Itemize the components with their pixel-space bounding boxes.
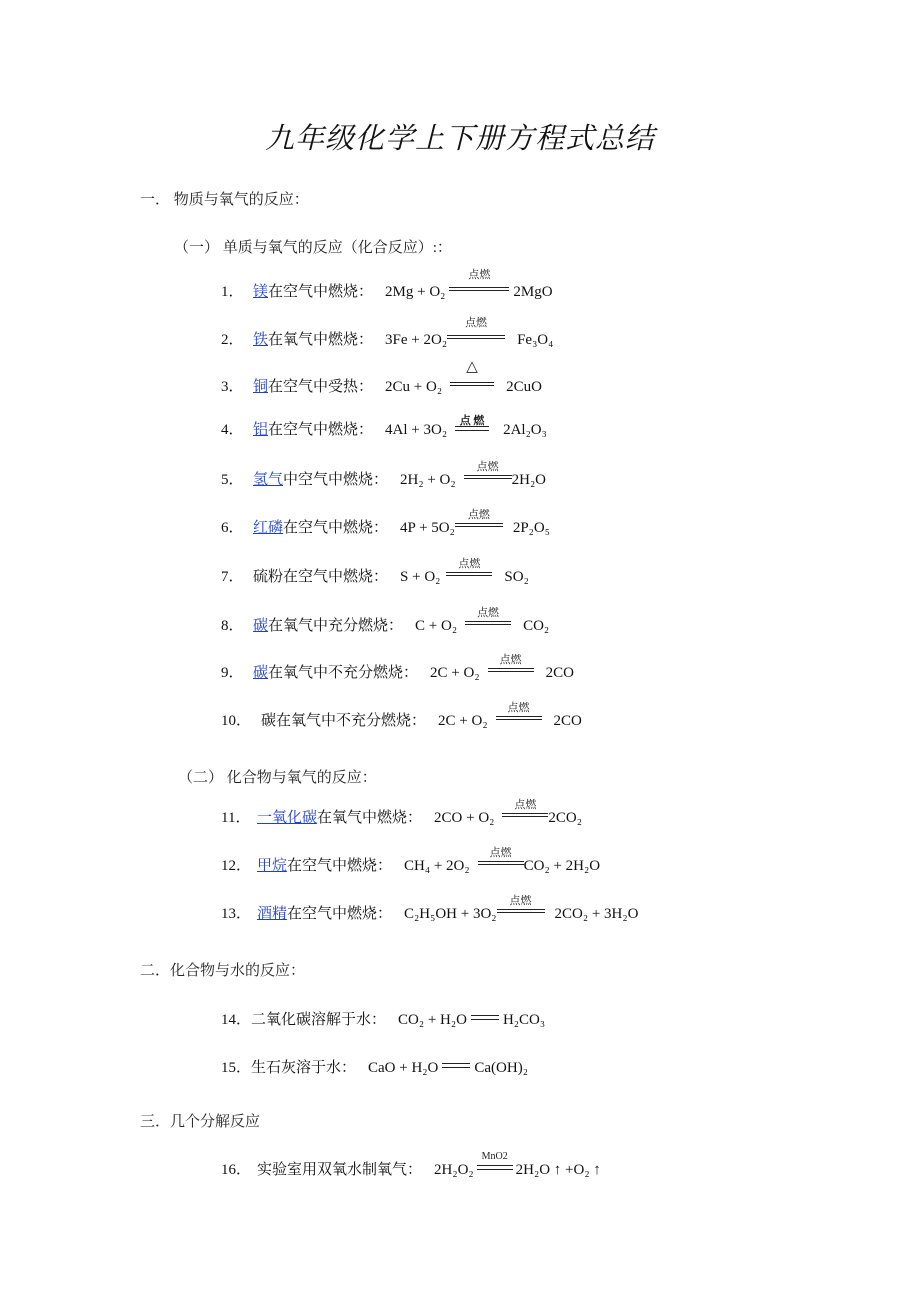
equation-products: 2CO	[553, 713, 582, 729]
substance-link[interactable]: 铝	[253, 422, 269, 438]
equation-products: 2Al₂O₃	[503, 422, 547, 438]
condition-label: 点燃	[509, 895, 532, 907]
equation-row-16	[221, 1151, 601, 1179]
equation-number: 13．	[221, 906, 252, 922]
reaction-condition-sign	[446, 558, 492, 581]
equation-number: 12．	[221, 858, 252, 874]
equation-products: H₂CO₃	[502, 1012, 546, 1028]
substance-link[interactable]: 碳	[253, 665, 269, 681]
equation-description: 生石灰溶于水：	[251, 1060, 357, 1076]
equation-reactants: 4P + 5O₂	[400, 520, 455, 536]
equation-description: 实验室用双氧水制氧气：	[257, 1162, 423, 1178]
reaction-condition-sign	[497, 895, 545, 918]
equation-number: 7．	[221, 569, 244, 585]
equation-products: Ca(OH)₂	[474, 1060, 528, 1076]
equation-row-10	[221, 702, 582, 730]
section-heading-2: 二．化合物与水的反应：	[140, 963, 306, 979]
reaction-condition-sign	[478, 847, 524, 870]
reaction-condition-sign	[455, 415, 489, 434]
equation-number: 1．	[221, 284, 244, 300]
equation-reactants: 2CO + O₂	[434, 810, 495, 826]
equation-number: 15．	[221, 1060, 252, 1076]
reaction-condition-sign	[477, 1151, 513, 1174]
equation-number: 6．	[221, 520, 244, 536]
condition-label: 点燃	[476, 461, 499, 473]
equation-description: 在空气中受热：	[268, 379, 374, 395]
subsection-heading-1: （一） 单质与氧气的反应（化合反应）:：	[174, 240, 452, 256]
substance-link[interactable]: 氢气	[253, 472, 284, 488]
equation-row-3	[221, 359, 542, 396]
equation-reactants: 2Cu + O₂	[385, 379, 443, 395]
reaction-condition-sign	[449, 269, 509, 296]
equation-number: 5．	[221, 472, 244, 488]
condition-label: 点燃	[467, 509, 490, 521]
equation-reactants: C₂H₅OH + 3O₂	[404, 906, 497, 922]
reaction-condition-sign	[502, 799, 548, 822]
equation-description: 碳在氧气中不充分燃烧：	[261, 713, 427, 729]
equation-row-13	[221, 895, 639, 923]
equation-description: 在空气中燃烧：	[268, 284, 374, 300]
equation-number: 11．	[221, 810, 251, 826]
equation-row-4	[221, 415, 547, 439]
equation-number: 9．	[221, 665, 244, 681]
equation-number: 8．	[221, 618, 244, 634]
substance-link[interactable]: 镁	[253, 284, 269, 300]
equation-description: 在氧气中燃烧：	[268, 332, 374, 348]
condition-label: 点燃	[458, 558, 481, 570]
document-title: 九年级化学上下册方程式总结	[264, 123, 655, 155]
equation-reactants: 2H₂O₂	[434, 1162, 474, 1178]
equation-reactants: CO₂ + H₂O	[398, 1012, 467, 1028]
equation-reactants: CH₄ + 2O₂	[404, 858, 470, 874]
reaction-condition-sign	[465, 607, 511, 630]
equation-number: 3．	[221, 379, 244, 395]
equation-row-1	[221, 269, 553, 301]
reaction-equals-sign	[442, 1063, 470, 1072]
reaction-condition-sign	[447, 317, 505, 344]
equation-products: SO₂	[504, 569, 529, 585]
equation-reactants: CaO + H₂O	[368, 1060, 439, 1076]
equation-row-15	[221, 1056, 528, 1077]
equation-description: 在空气中燃烧：	[287, 858, 393, 874]
equation-number: 4．	[221, 422, 244, 438]
equation-products: Fe₃O₄	[517, 332, 554, 348]
substance-link[interactable]: 碳	[253, 618, 269, 634]
reaction-condition-sign	[450, 359, 494, 391]
equation-number: 10．	[221, 713, 252, 729]
equation-products: 2CO₂	[548, 810, 582, 826]
equation-description: 在氧气中充分燃烧：	[268, 618, 404, 634]
equation-number: 16．	[221, 1162, 252, 1178]
heat-triangle-icon: △	[466, 359, 478, 375]
subsection-heading-2: （二） 化合物与氧气的反应：	[178, 770, 377, 786]
equation-products: 2H₂O	[511, 472, 547, 488]
reaction-condition-sign	[496, 702, 542, 725]
equation-products: CO₂ + 2H₂O	[523, 858, 601, 874]
equation-products: 2CuO	[506, 379, 542, 395]
equation-products: 2CO₂ + 3H₂O	[554, 906, 639, 922]
substance-link[interactable]: 甲烷	[257, 858, 288, 874]
reaction-condition-sign	[464, 461, 512, 484]
equation-description: 中空气中燃烧：	[283, 472, 389, 488]
reaction-condition-sign	[455, 509, 503, 532]
equation-description: 硫粉在空气中燃烧：	[253, 569, 389, 585]
equation-description: 在空气中燃烧：	[283, 520, 389, 536]
equation-reactants: 2H₂ + O₂	[400, 472, 456, 488]
equation-reactants: 3Fe + 2O₂	[385, 332, 448, 348]
substance-link[interactable]: 一氧化碳	[257, 810, 318, 826]
condition-label: 点燃	[468, 269, 491, 281]
equation-reactants: 2C + O₂	[430, 665, 480, 681]
equation-number: 14．	[221, 1012, 252, 1028]
condition-label: 点燃	[507, 702, 530, 714]
equation-reactants: 4Al + 3O₂	[385, 422, 448, 438]
catalyst-label: MnO2	[481, 1151, 508, 1162]
section-heading-3: 三．几个分解反应	[140, 1114, 261, 1130]
equation-row-12	[221, 847, 601, 875]
equation-products: 2MgO	[513, 284, 553, 300]
substance-link[interactable]: 铁	[253, 332, 269, 348]
equation-description: 在空气中燃烧：	[287, 906, 393, 922]
equation-number: 2．	[221, 332, 244, 348]
section-heading-1: 一． 物质与氧气的反应：	[140, 192, 309, 208]
condition-label: 点燃	[514, 799, 537, 811]
reaction-condition-sign	[488, 654, 534, 677]
condition-label: 点 燃	[459, 415, 485, 427]
substance-link[interactable]: 红磷	[253, 520, 284, 536]
equation-reactants: S + O₂	[400, 569, 441, 585]
reaction-equals-sign	[471, 1015, 499, 1024]
equation-description: 二氧化碳溶解于水：	[251, 1012, 387, 1028]
equation-products: 2H₂O ↑ +O₂ ↑	[515, 1162, 601, 1178]
equation-row-11	[221, 799, 582, 827]
equation-description: 在空气中燃烧：	[268, 422, 374, 438]
equation-reactants: 2Mg + O₂	[385, 284, 446, 300]
equation-row-5	[221, 461, 547, 489]
equation-row-6	[221, 509, 550, 537]
equation-row-9	[221, 654, 574, 682]
condition-label: 点燃	[477, 607, 500, 619]
substance-link[interactable]: 铜	[253, 379, 269, 395]
equation-row-7	[221, 558, 529, 586]
equation-reactants: C + O₂	[415, 618, 458, 634]
condition-label: 点燃	[489, 847, 512, 859]
condition-label: 点燃	[499, 654, 522, 666]
condition-label: 点燃	[465, 317, 488, 329]
substance-link[interactable]: 酒精	[257, 906, 288, 922]
equation-products: 2P₂O₅	[512, 520, 550, 536]
equation-reactants: 2C + O₂	[438, 713, 488, 729]
equation-row-8	[221, 607, 550, 635]
equation-products: CO₂	[523, 618, 550, 634]
equation-description: 在氧气中燃烧：	[317, 810, 423, 826]
equation-description: 在氧气中不充分燃烧：	[268, 665, 419, 681]
equation-row-14	[221, 1008, 545, 1029]
equation-row-2	[221, 317, 554, 349]
equation-products: 2CO	[545, 665, 574, 681]
